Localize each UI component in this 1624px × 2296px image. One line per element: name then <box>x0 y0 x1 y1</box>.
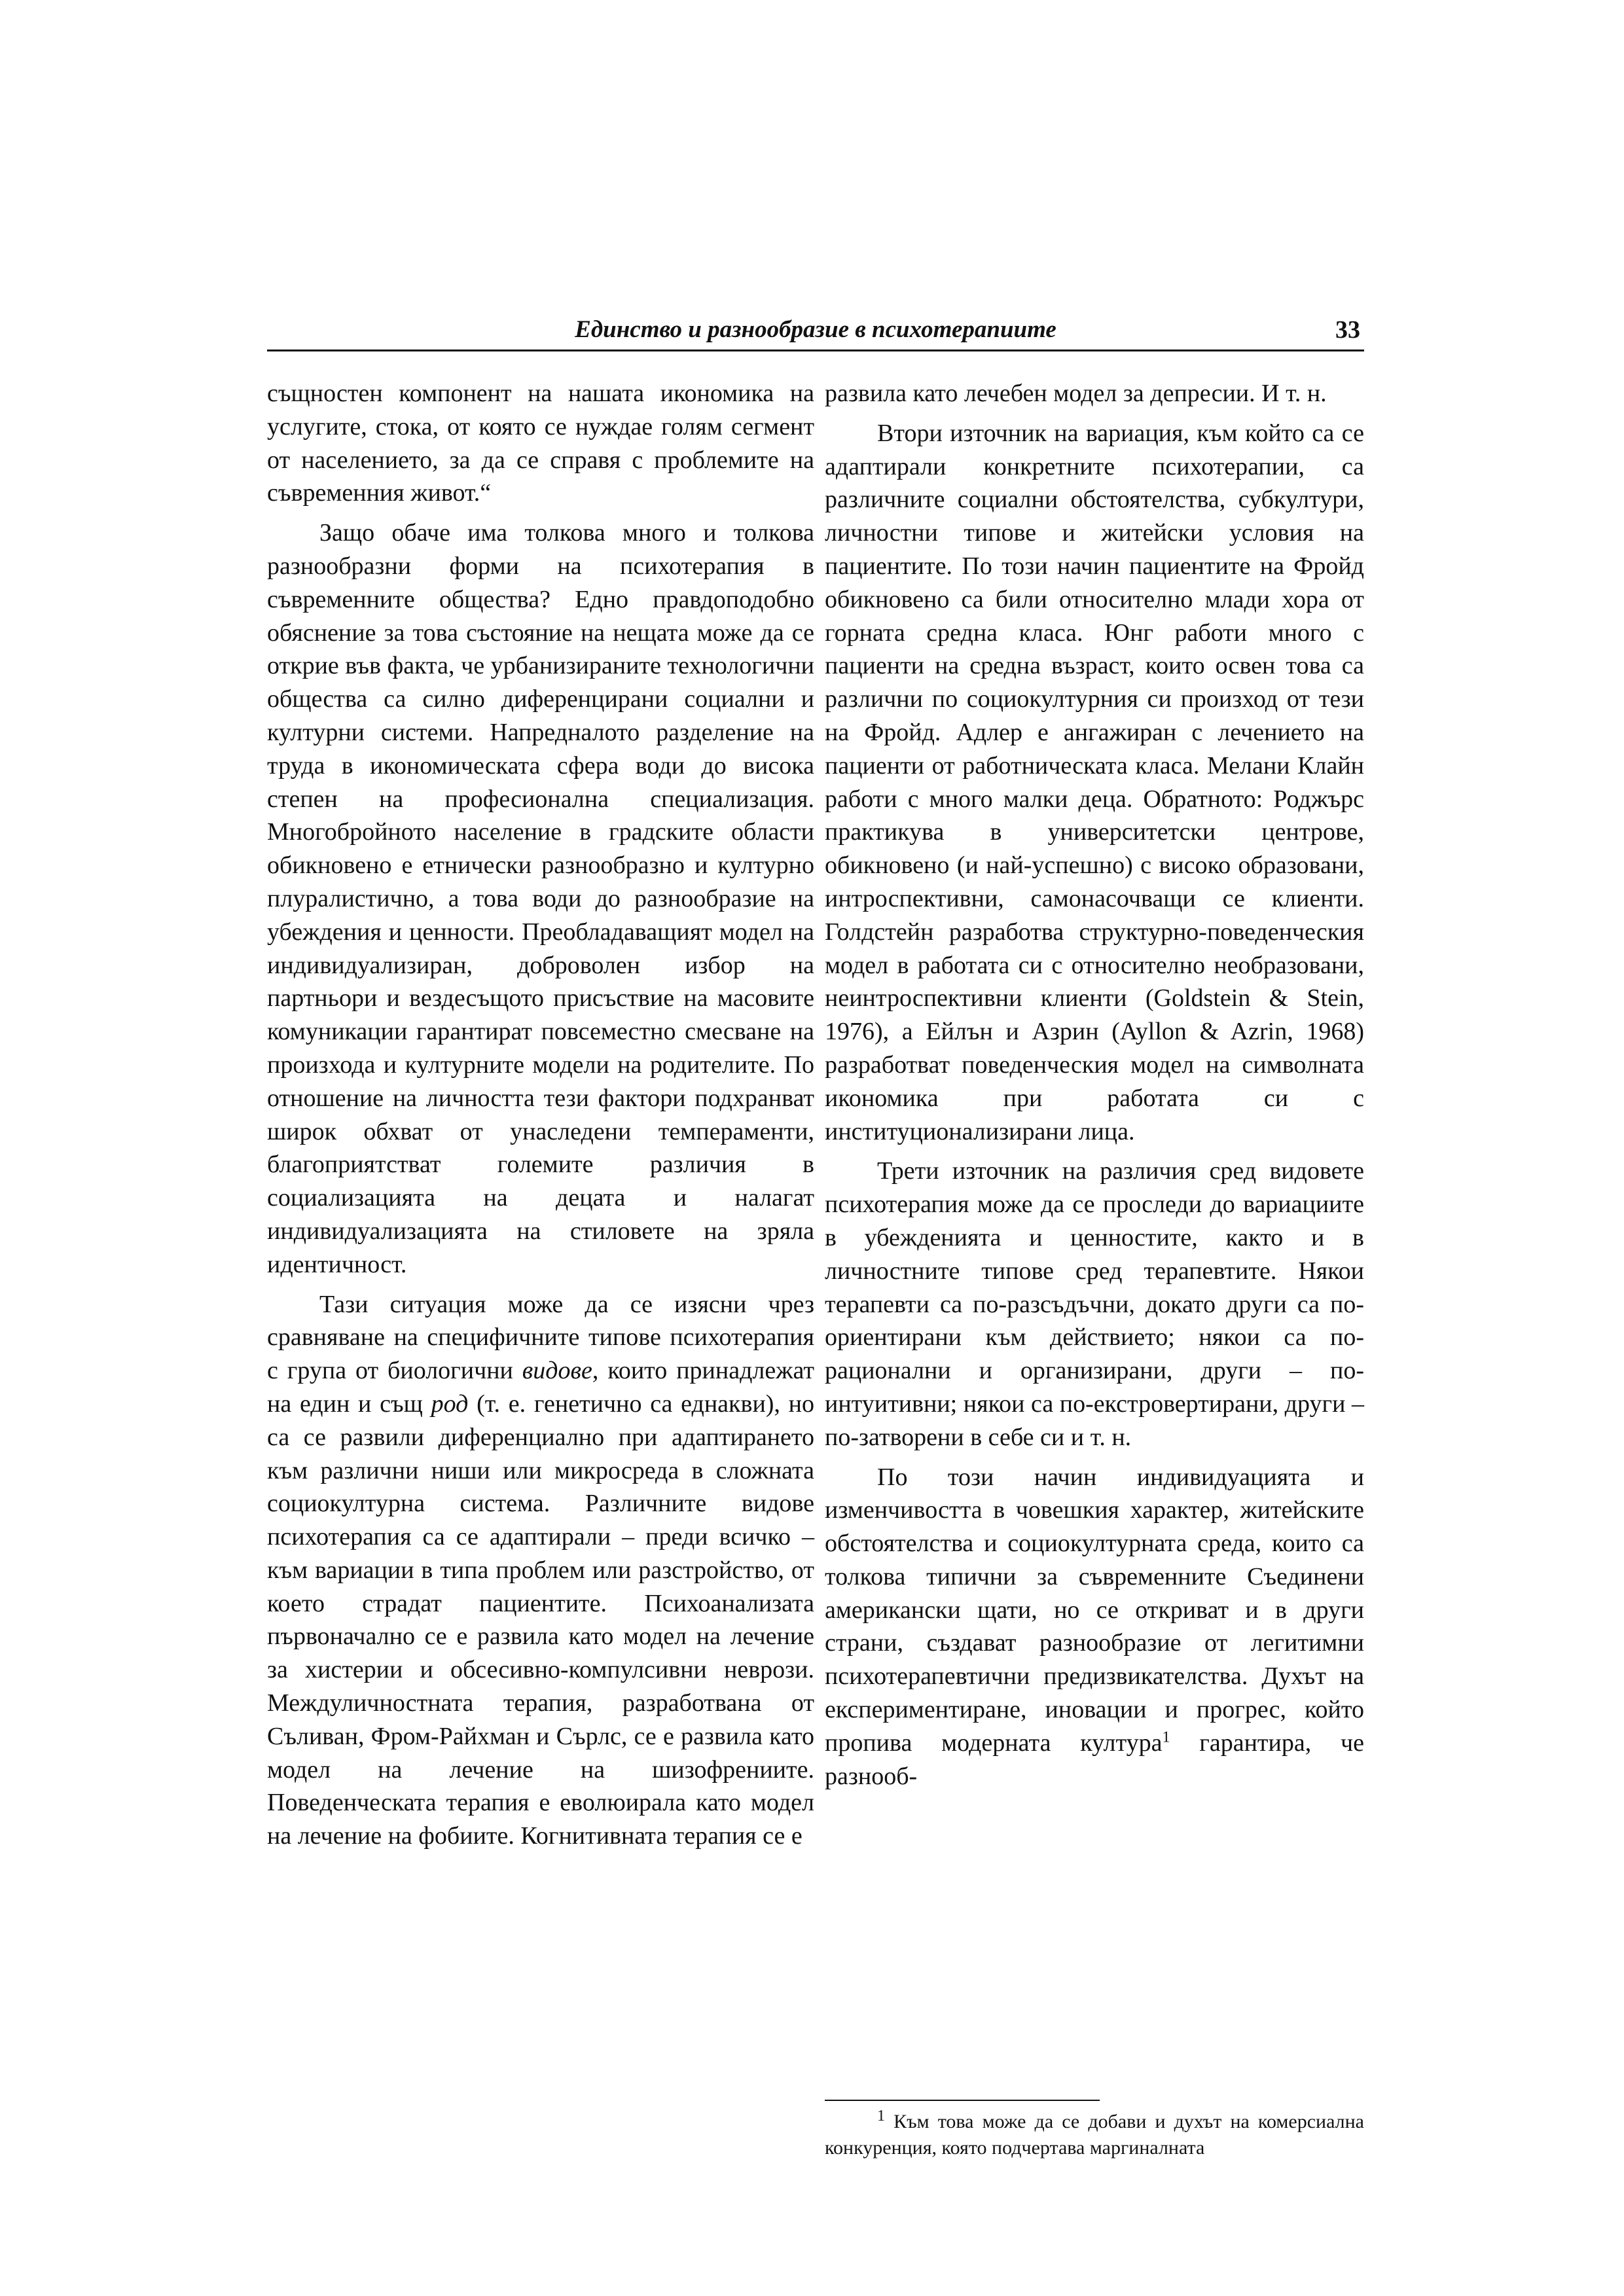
paragraph <box>267 1288 814 1854</box>
paragraph: развила като лечебен модел за депресии. И т. н. <box>825 380 1327 407</box>
emphasis-term: род <box>431 1390 469 1418</box>
text-run: По този начин индивидуацията и изменчивостта в човешкия характер, житейските обстоятелства и социокултурната среда, които са толкова типични за съвременните Съединени американски щати, но се откриват и в други страни, създават разнообразие от легитимни психотерапевтични предизвикателства. Духът на експериментиране, иновации и прогрес, който пропива модерната култура <box>825 1463 1364 1757</box>
footnote-marker: 1 <box>877 2108 885 2125</box>
text-run: , които принадлежат на един и същ <box>267 1357 814 1418</box>
text-run: (т. е. генетично са еднакви), но са се развили диференциално при адаптирането към различни ниши или микросреда в сложната социокултурна система. Различните видове психотерапия са се адаптирали – преди всичко – към вариации в типа проблем или разстройство, от което страдат пациентите. Психоанализата първоначално се е развила като модел на лечение за хистерии и обсесивно-компулсивни неврози. Междуличностната терапия, разработвана от Съливан, Фром-Райхман и Сърлс, се е развила като модел на лечение на шизофрениите. Поведенческата терапия е еволюирала като модел на лечение на фобиите. Когнитивната терапия се е <box>267 1390 815 1850</box>
right-column <box>825 377 1364 2229</box>
page-header <box>267 312 1364 351</box>
paragraph: Втори източник на вариация, към който са се адаптирали конкретните психотерапии, са различните социални обстоятелства, субкултури, личностни типове и житейски условия на пациентите. По този начин пациентите на Фройд обикновено са били относително млади хора от горната средна класа. Юнг работи много с пациенти на средна възраст, които освен това са различни по социокултурния си произход от тези на Фройд. Адлер е ангажиран с лечението на пациенти от работническата класа. Мелани Клайн работи с много малки деца. Обратното: Роджърс практикува в университетски центрове, обикновено (и най-успешно) с високо образовани, интроспективни, самонасочващи се клиенти. Голдстейн разработва структурно-поведенческия модел в работата си с относително необразовани, неинтроспективни клиенти (Goldstein & Stein, 1976), а Ейлън и Азрин (Ayllon & Azrin, 1968) разработват поведенческия модел на символната икономика при работата си с институционализирани лица. <box>825 419 1364 1145</box>
text-run: Тази ситуация може да се изясни чрез сравняване на специфичните типове психотерапия с група от биологични <box>267 1290 814 1385</box>
page-number: 33 <box>1335 316 1360 344</box>
paragraph <box>825 1461 1364 1793</box>
paragraph: Трети източник на различия сред видовете психотерапия може да се проследи до вариациите в убежденията и ценностите, както и в личностните типове сред терапевтите. Някои терапевти са по-разсъдъчни, докато други са по-ориентирани към действието; някои са по-рационални и организирани, други – по-интуитивни; някои са по-екстровертирани, други – по-затворени в себе си и т. н. <box>825 1157 1364 1451</box>
paragraph: Защо обаче има толкова много и толкова разнообразни форми на психотерапия в съвременните общества? Едно правдоподобно обяснение за това състояние на нещата може да се открие във факта, че урбанизираните технологични общества са силно диференцирани социални и културни системи. Напредналото разделение на труда в икономическата сфера води до висока степен на професионална специализация. Многобройното население в градските области обикновено е етнически разнообразно и културно плуралистично, а това води до разнообразие на убеждения и ценности. Преобладаващият модел на индивидуализиран, доброволен избор на партньори и вездесъщото присъствие на масовите комуникации гарантират повсеместно смесване на произхода и културните модели на родителите. По отношение на личността тези фактори подхранват широк обхват от унаследени темпераменти, благоприятстват големите различия в социализацията на децата и налагат индивидуализацията на стиловете на зряла идентичност. <box>267 519 814 1278</box>
footnote-divider <box>825 2100 1100 2101</box>
left-column <box>267 377 814 2229</box>
footnote-reference[interactable]: 1 <box>1162 1729 1170 1746</box>
footnote-text: Към това може да се добави и духът на комерсиална конкуренция, която подчертава маргиналната <box>825 2111 1364 2159</box>
paragraph: същностен компонент на нашата икономика на услугите, стока, от която се нуждае голям сегмент от населението, за да се справя с проблемите на съвременния живот.“ <box>267 380 814 507</box>
emphasis-term: видове <box>522 1357 592 1385</box>
running-title: Единство и разнообразие в психотерапиите <box>575 316 1056 343</box>
text-run: гарантира, че разнооб- <box>825 1729 1364 1790</box>
footnote <box>825 2109 1364 2161</box>
